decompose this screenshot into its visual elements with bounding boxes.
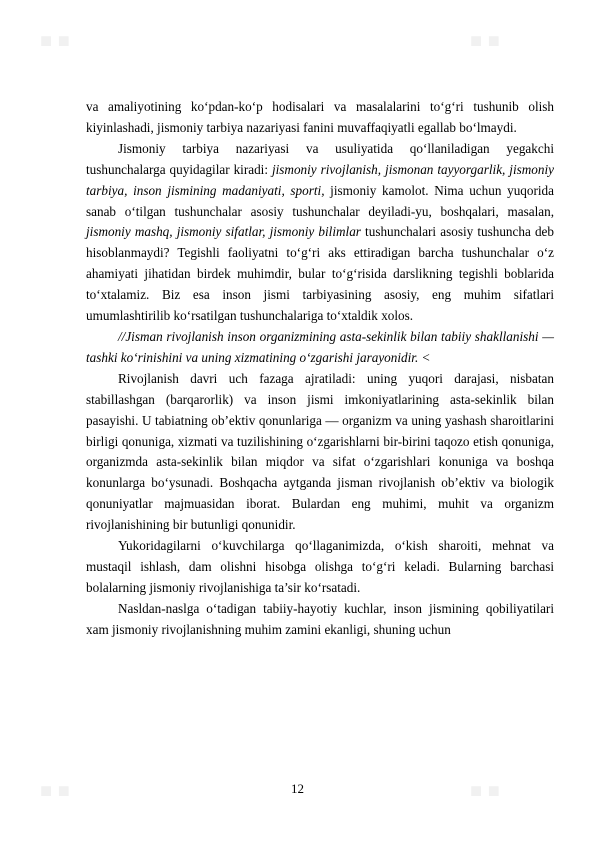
body-text bbox=[86, 97, 554, 641]
paragraph bbox=[86, 536, 554, 599]
watermark-mark: ■ ■ bbox=[40, 780, 70, 802]
text-run: jismoniy kamolot. Nima uchun yuqorida sanab o‘tilgan tushunchalar asosiy tushunchalar deyiladi-yu, boshqalari, masalan, bbox=[86, 182, 554, 219]
watermark-mark: ■ ■ bbox=[40, 30, 70, 52]
paragraph bbox=[86, 97, 554, 139]
text-run: Jismoniy tarbiya nazariyasi va usuliyatida qo‘llaniladigan yegakchi tushunchalarga quyidagilar kiradi: bbox=[86, 140, 554, 177]
italic-text: jismoniy mashq, jismoniy sifatlar, jismoniy bilimlar bbox=[86, 224, 361, 240]
text-run: Nasldan-naslga o‘tadigan tabiiy-hayotiy kuchlar, inson jismining qobiliyatilari xam jismoniy rivojlanishning muhim zamini ekanligi, shuning uchun bbox=[86, 600, 554, 637]
paragraph bbox=[86, 139, 554, 327]
page-number: 12 bbox=[291, 781, 304, 796]
paragraph bbox=[86, 327, 554, 369]
text-run: va amaliyotining ko‘pdan-ko‘p hodisalari va masalalarini to‘g‘ri tushunib olish kiyinlashadi, jismoniy tarbiya nazariyasi fanini muvaffaqiyatli egallab bo‘lmaydi. bbox=[86, 99, 554, 135]
paragraph bbox=[86, 369, 554, 536]
watermark-mark: ■ ■ bbox=[470, 30, 500, 52]
italic-text: jismoniy rivojlanish, jismonan tayyorgarlik, jismoniy tarbiya, inson jismining madaniyati, sporti, bbox=[86, 161, 554, 198]
watermark-mark: ■ ■ bbox=[470, 780, 500, 802]
text-run: Yukoridagilarni o‘kuvchilarga qo‘llaganimizda, o‘kish sharoiti, mehnat va mustaqil ishlash, dam olishni hisobga olishga to‘g‘ri keladi. Bularning barchasi bolalarning jismoniy rivojlanishiga ta’sir ko‘rsatadi. bbox=[86, 538, 554, 595]
text-run: tushunchalari asosiy tushuncha deb hisoblanmaydi? Tegishli faoliyatni to‘g‘ri aks ettiradigan barcha tushunchalar o‘z ahamiyati jihatidan birdek muhimdir, bular to‘g‘risida darslikning tegishli boblarida to‘xtalamiz. Biz esa inson jismi tarbiyasining asosiy, eng muhim sifatlari umumlashtirilib ko‘rsatilgan tushunchalariga to‘xtaldik xolos. bbox=[86, 224, 554, 324]
paragraph bbox=[86, 599, 554, 641]
italic-text: //Jisman rivojlanish inson organizmining asta-sekinlik bilan tabiiy shakllanishi — tashki ko‘rinishini va uning xizmatining o‘zgarishi jarayonidir. < bbox=[86, 328, 554, 365]
text-run: Rivojlanish davri uch fazaga ajratiladi: uning yuqori darajasi, nisbatan stabillashgan (barqarorlik) va inson jismi imkoniyatlarining asta-sekinlik bilan pasayishi. U tabiatning ob’ektiv qonunlariga — organizm va uning yashash sharoitlarini birligi qonuniga, xizmati va tuzilishining o‘zgarishlarni bir-birini taqozo etish qonuniga, organizmda asta-sekinlik bilan miqdor va sifat o‘zgarishlari konuniga va boshqa konunlarga bo‘ysunadi. Boshqacha aytganda jisman rivojlanish ob’ektiv va biologik qonuniyatlar majmuasidan iborat. Bulardan eng muhimi, muhit va organizm rivojlanishining bir butunligi qonunidir. bbox=[86, 370, 554, 533]
